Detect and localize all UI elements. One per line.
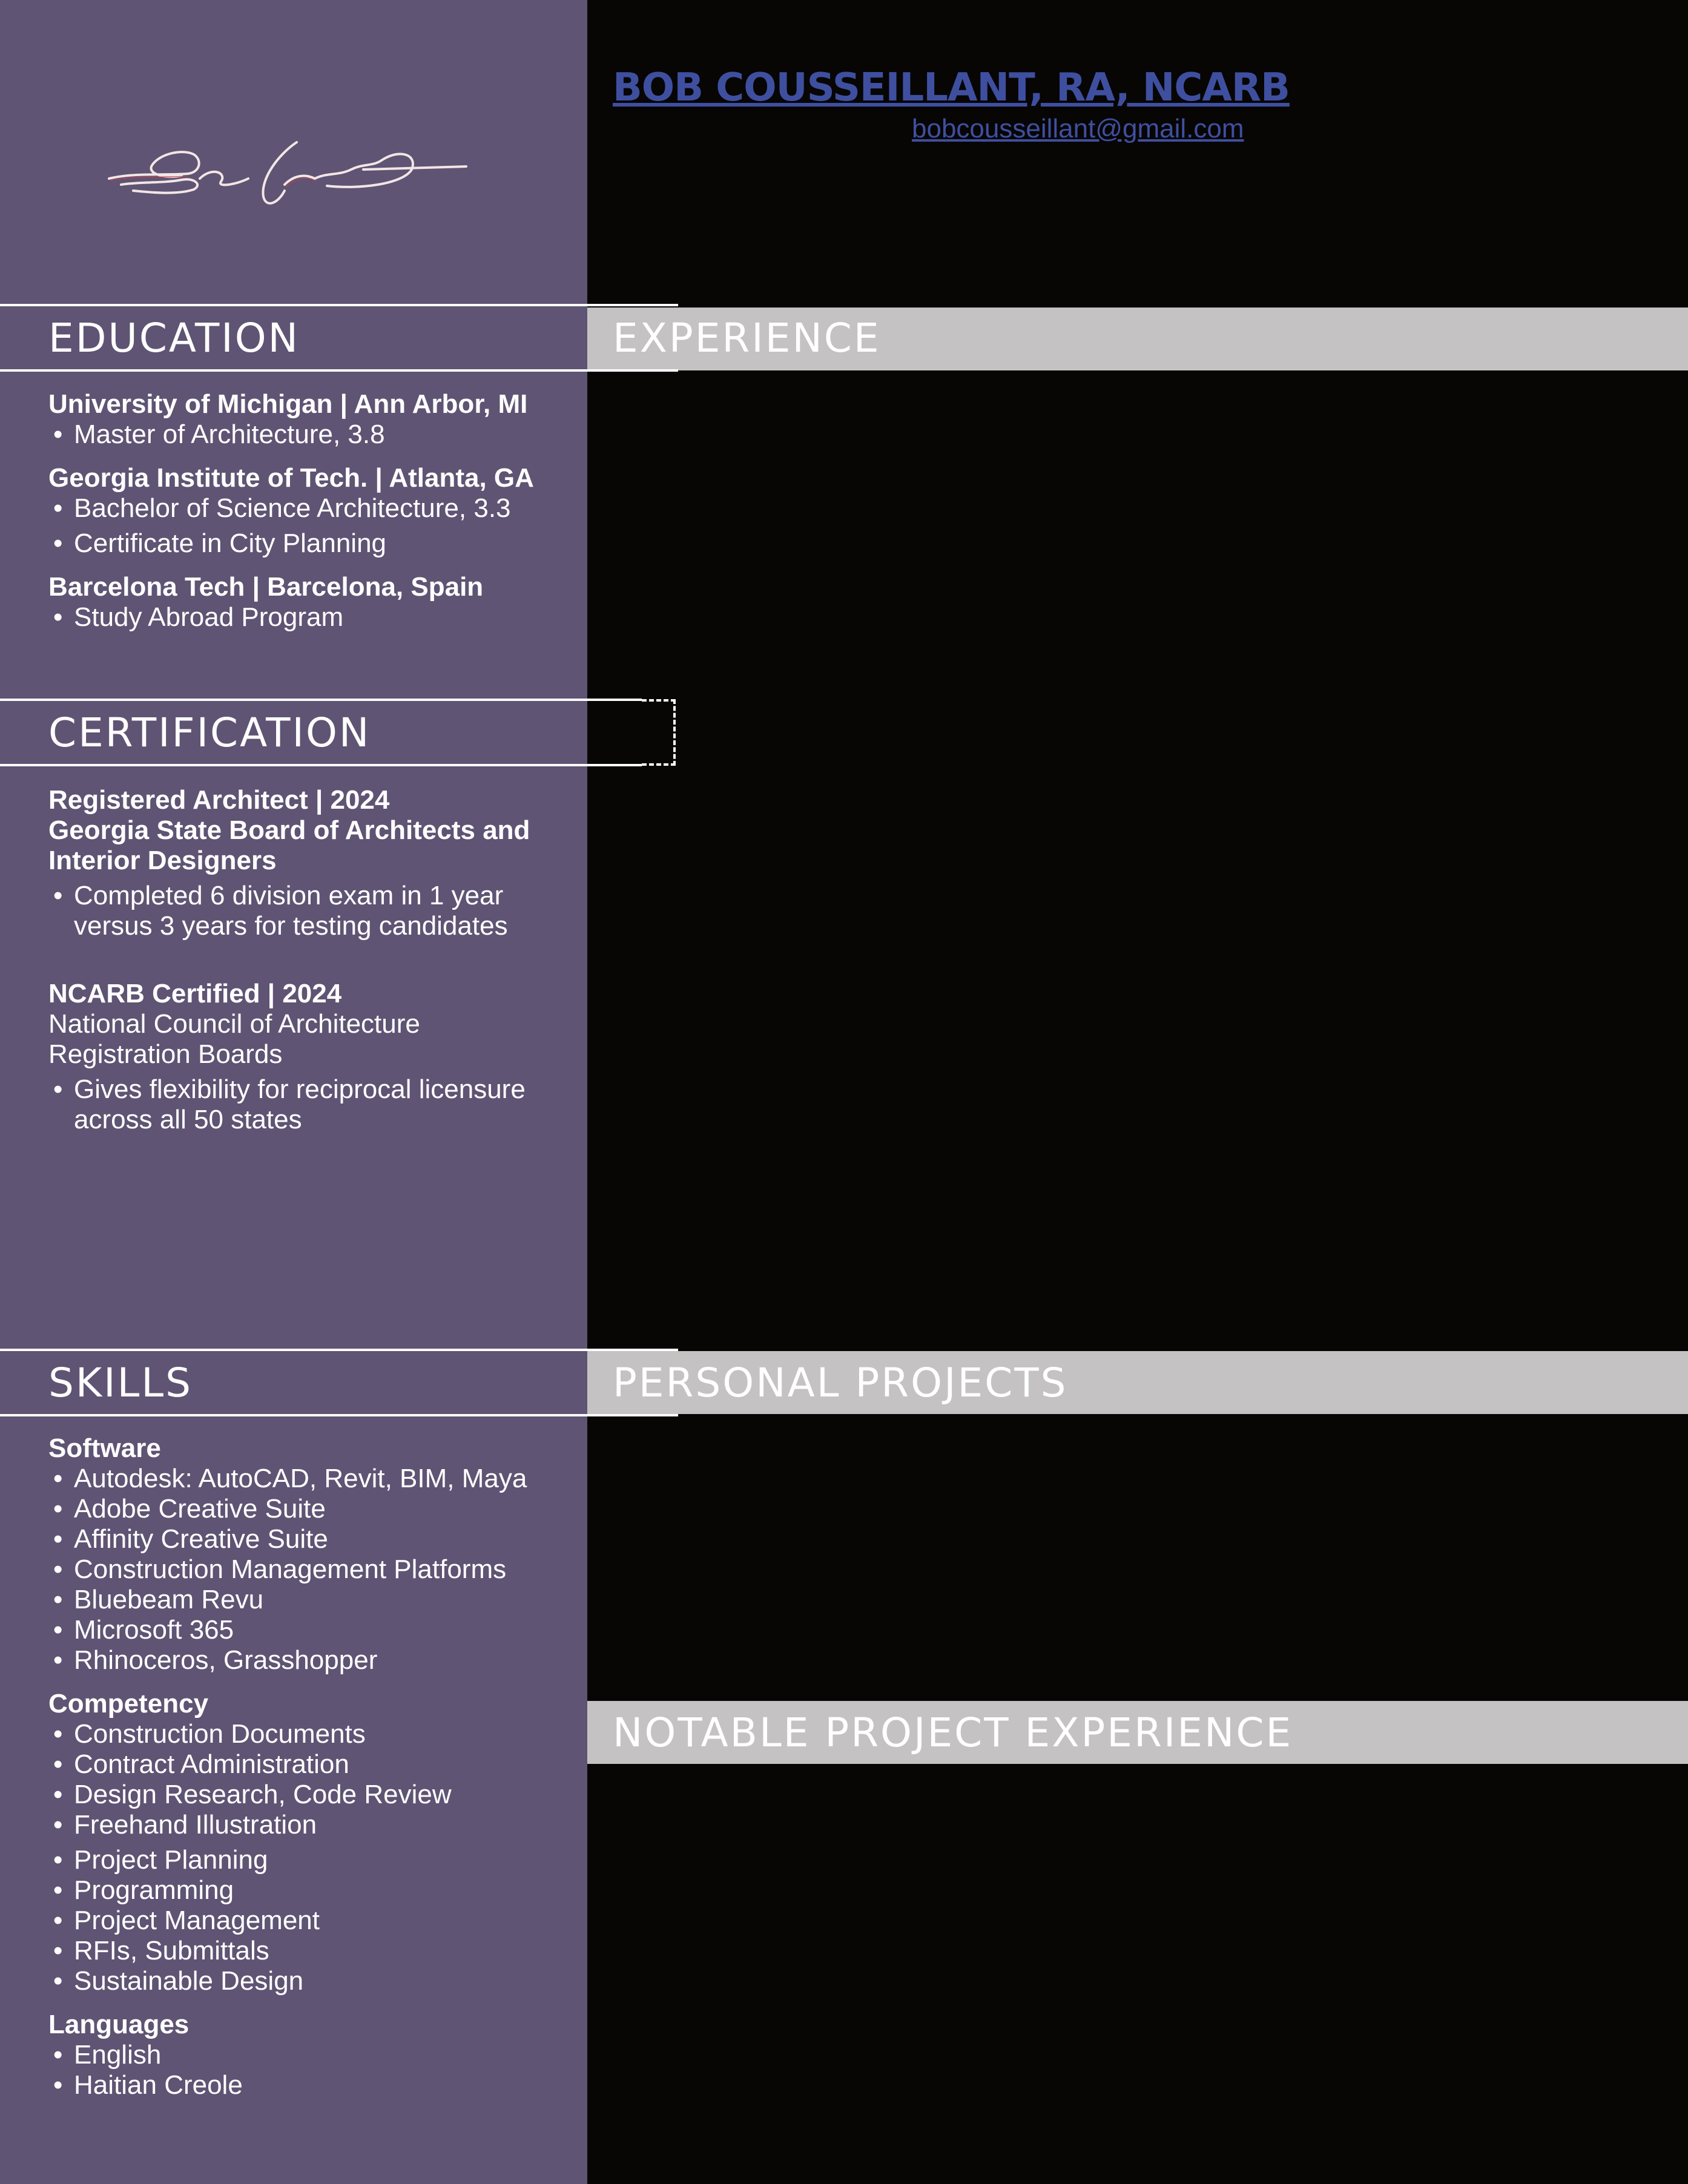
cert-org: Registration Boards [48,1039,283,1069]
list-item: • Microsoft 365 [48,1615,581,1645]
skills-rule-bottom [0,1414,678,1416]
list-item: • Adobe Creative Suite [48,1494,581,1524]
list-item: • Certificate in City Planning [48,528,581,559]
skills-subheading: Languages [48,2010,190,2039]
list-item: • Bachelor of Science Architecture, 3.3 [48,493,581,524]
list-item: • Affinity Creative Suite [48,1524,581,1554]
signature-icon [97,118,472,215]
list-item: • Construction Documents [48,1719,581,1749]
list-item: • Project Planning [48,1845,581,1875]
certification-rule-top [0,699,642,701]
list-item: • Construction Management Platforms [48,1554,581,1585]
cert-org: National Council of Architecture [48,1009,420,1039]
experience-heading: EXPERIENCE [613,315,881,361]
list-item: • Freehand Illustration [48,1810,581,1840]
email-link[interactable]: bobcousseillant@gmail.com [912,114,1244,143]
list-item: • Completed 6 division exam in 1 year [48,881,581,911]
personal-projects-heading: PERSONAL PROJECTS [613,1360,1068,1406]
list-item: • Contract Administration [48,1749,581,1780]
list-item: • Sustainable Design [48,1966,581,1996]
list-item: • Design Research, Code Review [48,1780,581,1810]
cert-org: Interior Designers [48,846,277,875]
school-name: Georgia Institute of Tech. | Atlanta, GA [48,463,534,493]
list-item: • Study Abroad Program [48,602,581,633]
list-item: • Bluebeam Revu [48,1585,581,1615]
skills-list [48,1433,581,2100]
candidate-name[interactable]: BOB COUSSEILLANT, RA, NCARB [613,65,1290,110]
cert-title: Registered Architect | 2024 [48,785,390,815]
certification-frame [642,699,676,766]
education-rule-bottom [0,369,678,372]
list-item: • Gives flexibility for reciprocal licensure [48,1074,581,1105]
list-item: • Programming [48,1875,581,1906]
education-heading: EDUCATION [48,315,300,361]
list-item: • Autodesk: AutoCAD, Revit, BIM, Maya [48,1464,581,1494]
certification-heading: CERTIFICATION [48,709,371,756]
list-item-continued: across all 50 states [74,1105,302,1134]
list-item: • Master of Architecture, 3.8 [48,419,581,450]
skills-heading: SKILLS [48,1360,193,1406]
notable-projects-heading: NOTABLE PROJECT EXPERIENCE [613,1709,1293,1756]
education-list [48,389,581,633]
certification-list [48,785,581,1135]
school-name: Barcelona Tech | Barcelona, Spain [48,572,484,602]
list-item: • Project Management [48,1906,581,1936]
list-item: • English [48,2040,581,2070]
cert-org: Georgia State Board of Architects and [48,815,530,845]
skills-rule-top [0,1349,678,1351]
certification-rule-bottom [0,764,642,766]
list-item: • Haitian Creole [48,2070,581,2100]
list-item: • Rhinoceros, Grasshopper [48,1645,581,1676]
cert-title: NCARB Certified | 2024 [48,979,342,1008]
list-item-continued: versus 3 years for testing candidates [74,911,508,941]
list-item: • RFIs, Submittals [48,1936,581,1966]
school-name: University of Michigan | Ann Arbor, MI [48,389,528,419]
skills-subheading: Competency [48,1689,209,1719]
education-rule-top [0,304,678,306]
skills-subheading: Software [48,1433,161,1463]
